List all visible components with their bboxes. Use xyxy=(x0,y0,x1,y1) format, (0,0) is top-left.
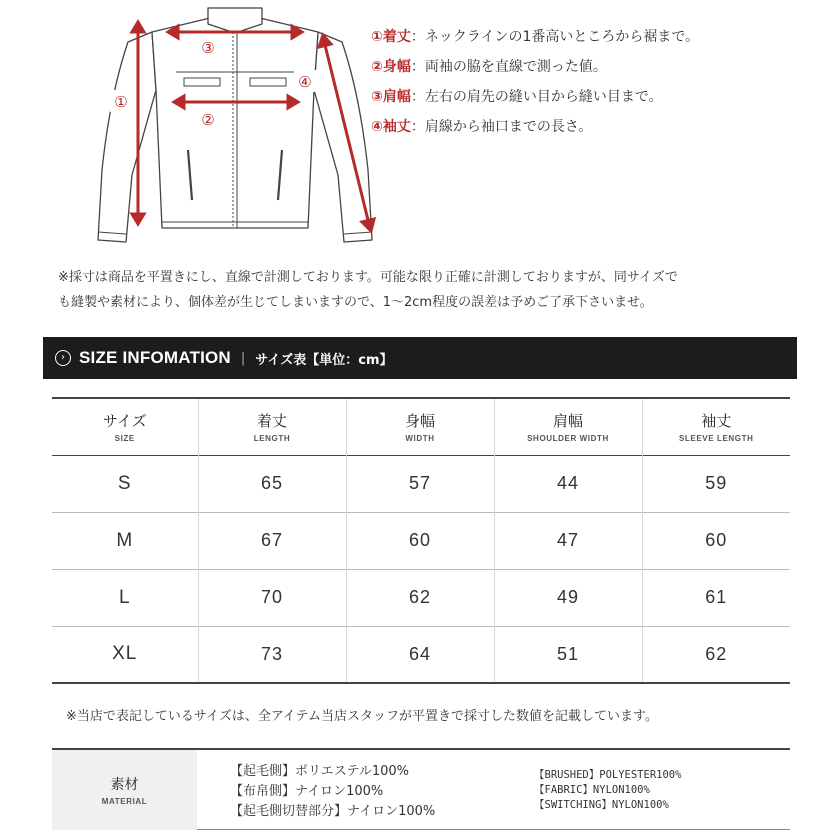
measurement-note-line: ※採寸は商品を平置きにし、直線で計測しております。可能な限り正確に計測しておりますが、同サイズで xyxy=(58,270,678,285)
size-info-subtitle: サイズ表【単位：cm】 xyxy=(255,352,393,368)
value-cell: 62 xyxy=(705,643,728,664)
table-row xyxy=(52,626,790,683)
column-header-sleeve: 袖丈 SLEEVE LENGTH xyxy=(679,412,754,444)
size-cell: S xyxy=(52,455,198,512)
column-header-width: 身幅 WIDTH xyxy=(346,398,494,455)
material-label-jp: 素材 xyxy=(110,777,139,793)
legend-row-sleeve xyxy=(371,118,831,148)
legend-row-shoulder xyxy=(371,88,831,118)
material-line: 【起毛側切替部分】ナイロン100% xyxy=(230,804,436,819)
legend-desc: ：左右の肩先の縫い目から縫い目まで。 xyxy=(410,89,663,105)
value-cell: 57 xyxy=(346,455,494,512)
column-header-length: 着丈 LENGTH xyxy=(198,398,346,455)
table-row xyxy=(52,512,790,569)
material-line: 【布帛側】ナイロン100% xyxy=(230,784,384,799)
chevron-right-icon: › xyxy=(55,350,71,366)
value-cell: 70 xyxy=(198,569,346,626)
jacket-diagram xyxy=(80,0,390,250)
material-list-jp xyxy=(230,762,435,822)
size-cell: M xyxy=(52,512,198,569)
marker-2: ② xyxy=(201,111,215,129)
size-table-header-row xyxy=(52,398,790,455)
value-cell: 49 xyxy=(494,569,642,626)
value-cell: 67 xyxy=(198,512,346,569)
marker-1: ① xyxy=(114,93,128,111)
legend-label: ③肩幅 xyxy=(371,89,411,105)
size-cell: XL xyxy=(52,626,198,683)
value-cell: 60 xyxy=(705,530,728,550)
legend-row-width xyxy=(371,58,831,88)
value-cell: 73 xyxy=(198,626,346,683)
size-table xyxy=(52,397,790,684)
value-cell: 62 xyxy=(346,569,494,626)
value-cell: 64 xyxy=(346,626,494,683)
column-header-size: サイズ SIZE xyxy=(52,398,198,455)
material-line: 【SWITCHING】NYLON100% xyxy=(534,799,669,811)
value-cell: 51 xyxy=(494,626,642,683)
value-cell: 61 xyxy=(705,587,728,607)
value-cell: 44 xyxy=(494,455,642,512)
material-line: 【BRUSHED】POLYESTER100% xyxy=(534,769,682,781)
marker-4: ④ xyxy=(298,73,312,91)
value-cell: 60 xyxy=(346,512,494,569)
legend-desc: ：両袖の脇を直線で測った値。 xyxy=(410,59,607,75)
size-info-title: SIZE INFOMATION xyxy=(79,348,231,367)
size-cell: L xyxy=(52,569,198,626)
legend-desc: ：肩線から袖口までの長さ。 xyxy=(410,119,593,135)
material-label-en: MATERIAL xyxy=(101,797,148,806)
measurement-legend xyxy=(371,28,831,148)
measurement-note-line: も縫製や素材により、個体差が生じてしまいますので、1〜2cm程度の誤差は予めご了承下さいませ。 xyxy=(58,295,653,310)
legend-label: ①着丈 xyxy=(371,29,411,45)
material-line: 【FABRIC】NYLON100% xyxy=(534,784,650,796)
size-disclaimer: ※当店で表記しているサイズは、全アイテム当店スタッフが平置きで採寸した数値を記載しています。 xyxy=(66,709,658,724)
column-header-shoulder: 肩幅 SHOULDER WIDTH xyxy=(494,398,642,455)
table-row xyxy=(52,455,790,512)
table-row xyxy=(52,569,790,626)
legend-row-length xyxy=(371,28,831,58)
value-cell: 65 xyxy=(198,455,346,512)
value-cell: 59 xyxy=(705,473,728,493)
value-cell: 47 xyxy=(494,512,642,569)
material-list-en xyxy=(534,768,681,813)
legend-label: ②身幅 xyxy=(371,59,411,75)
marker-3: ③ xyxy=(201,39,215,57)
header-separator: | xyxy=(240,350,246,366)
material-header xyxy=(52,750,197,830)
material-line: 【起毛側】ポリエステル100% xyxy=(230,764,409,779)
material-section xyxy=(52,748,790,830)
legend-desc: ：ネックラインの1番高いところから裾まで。 xyxy=(410,29,700,45)
legend-label: ④袖丈 xyxy=(371,119,411,135)
size-info-header xyxy=(43,337,797,379)
measurement-note xyxy=(58,265,818,315)
